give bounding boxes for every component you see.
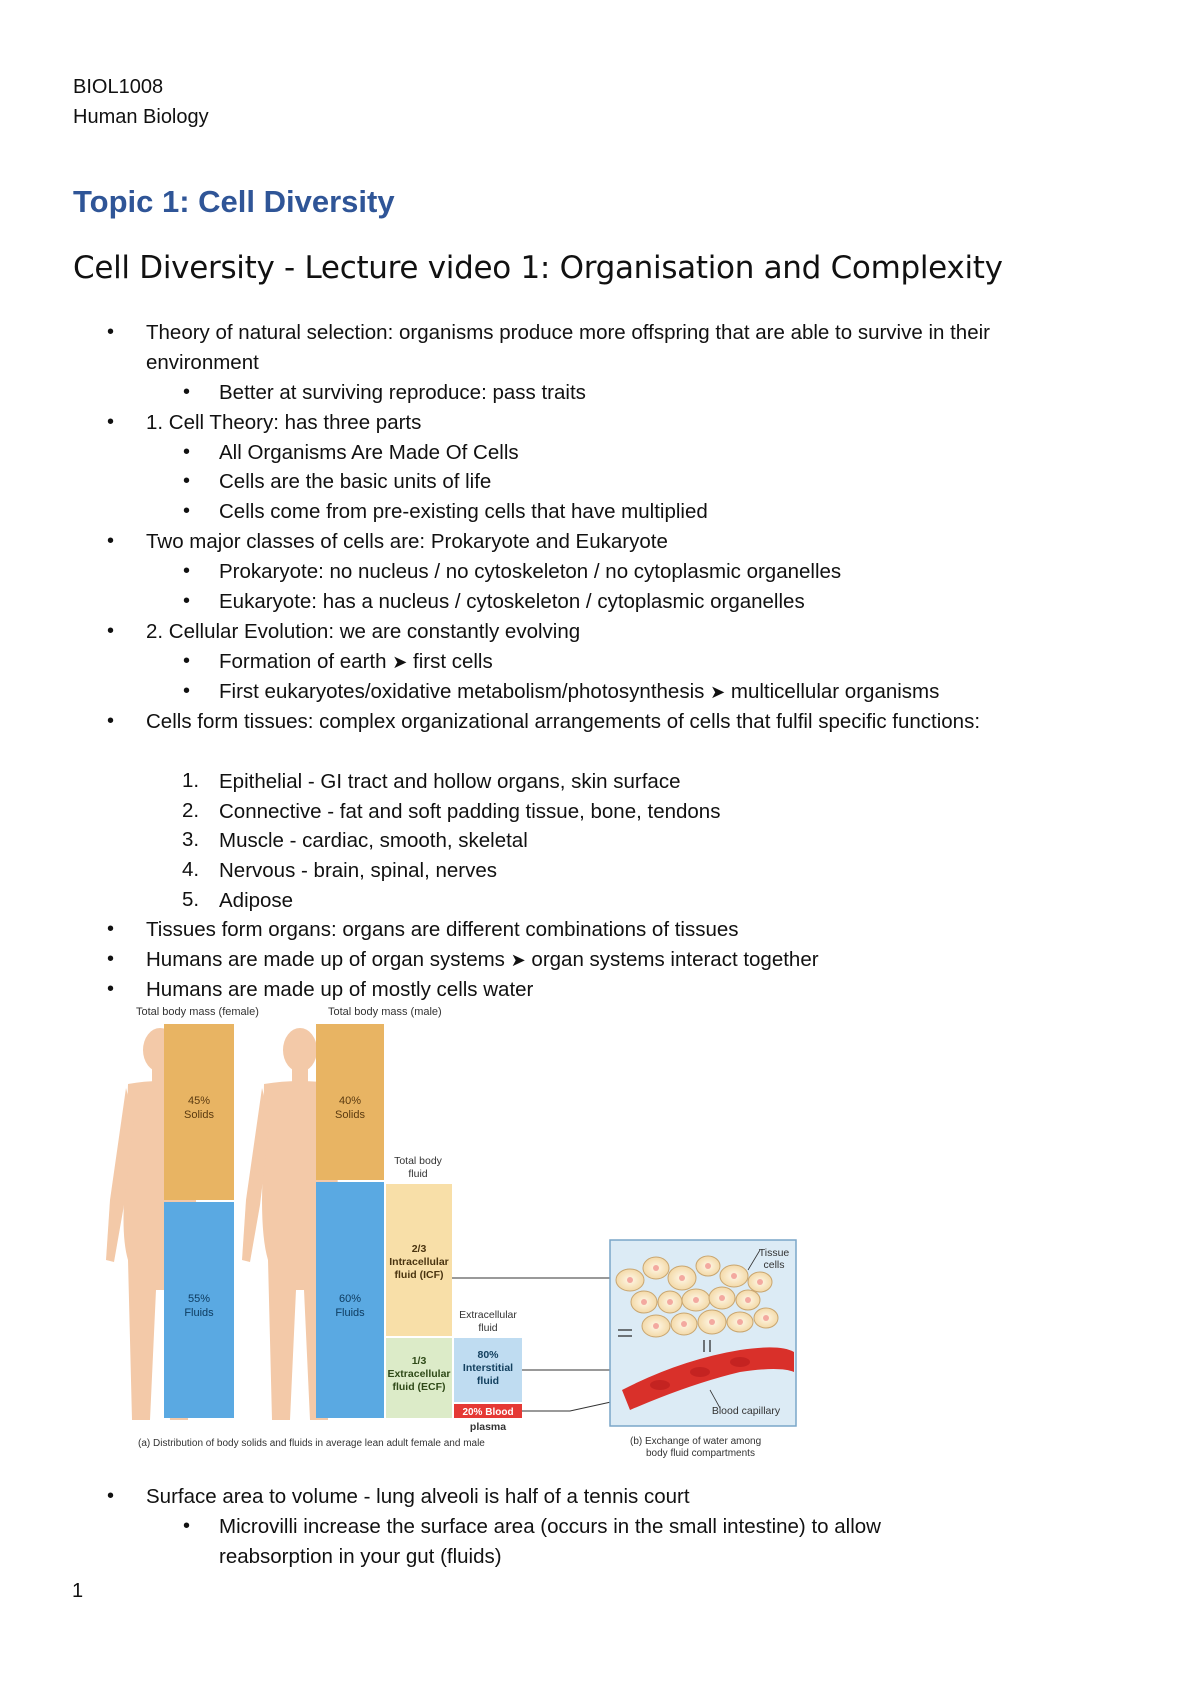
bullet-dot: • <box>107 918 115 940</box>
isf-label-2: fluid <box>476 1375 500 1387</box>
bullet-cell-classes: Two major classes of cells are: Prokaryote and Eukaryote <box>146 530 668 553</box>
icf-frac: 2/3 <box>411 1243 427 1255</box>
capillary-label: Blood capillary <box>711 1405 781 1417</box>
bullet-natural-selection-cont: environment <box>146 351 259 374</box>
bullet-natural-selection: Theory of natural selection: organisms produce more offspring that are able to survive in their <box>146 321 990 344</box>
ecf-head-1: Extracellular <box>459 1309 517 1321</box>
tissue-item-epithelial: Epithelial - GI tract and hollow organs, skin surface <box>219 770 681 793</box>
male-solids-pct: 40% <box>338 1095 362 1107</box>
tissue-num: 4. <box>182 858 200 881</box>
ecf-frac: 1/3 <box>411 1355 427 1367</box>
tissue-num: 5. <box>182 888 200 911</box>
sub-bullet-dot: • <box>183 560 191 582</box>
female-title: Total body mass (female) <box>136 1006 259 1018</box>
caption-a: (a) Distribution of body solids and fluids in average lean adult female and male <box>138 1438 485 1449</box>
tissue-item-nervous: Nervous - brain, spinal, nerves <box>219 859 498 882</box>
connector-blood <box>522 1400 620 1411</box>
bullet-cell-theory: 1. Cell Theory: has three parts <box>146 411 422 434</box>
sub-bullet-microvilli-cont: reabsorption in your gut (fluids) <box>219 1545 502 1568</box>
sub-bullet-microvilli: Microvilli increase the surface area (occurs in the small intestine) to allow <box>219 1515 881 1538</box>
sub-bullet-pre-existing: Cells come from pre-existing cells that have multiplied <box>219 500 708 523</box>
arrow-icon: ➤ <box>710 682 726 702</box>
bullet-dot: • <box>107 948 115 970</box>
sub-bullet-dot: • <box>183 470 191 492</box>
bullet-surface-area: Surface area to volume - lung alveoli is half of a tennis court <box>146 1485 690 1508</box>
tissue-num: 1. <box>182 769 200 792</box>
bullet-dot: • <box>107 1485 115 1507</box>
sub-bullet-dot: • <box>183 650 191 672</box>
tissue-item-adipose: Adipose <box>219 889 294 912</box>
sub-bullet-dot: • <box>183 500 191 522</box>
sub-bullet-dot: • <box>183 441 191 463</box>
sub-bullet-prokaryote: Prokaryote: no nucleus / no cytoskeleton / no cytoplasmic organelles <box>219 560 842 583</box>
sub-bullet-formation-earth <box>219 649 493 675</box>
body-fluid-figure <box>100 1000 860 1470</box>
icf-label-1: Intracellular <box>389 1256 449 1268</box>
bullet-dot: • <box>107 710 115 732</box>
tissue-item-muscle: Muscle - cardiac, smooth, skeletal <box>219 829 528 852</box>
bullet-cells-form-tissues: Cells form tissues: complex organizational arrangements of cells that fulfil specific functions: <box>146 710 981 733</box>
male-title: Total body mass (male) <box>328 1006 442 1018</box>
bullet-organ-systems <box>146 947 819 973</box>
sub-bullet-dot: • <box>183 590 191 612</box>
arrow-icon: ➤ <box>510 950 526 970</box>
lecture-title: Cell Diversity - Lecture video 1: Organisation and Complexity <box>73 250 1003 286</box>
bullet-mostly-water: Humans are made up of mostly cells water <box>146 978 534 1001</box>
female-fluids-pct: 55% <box>187 1293 211 1305</box>
arrow-icon: ➤ <box>392 652 408 672</box>
bullet-dot: • <box>107 978 115 1000</box>
bullet-dot: • <box>107 530 115 552</box>
tissue-item-connective: Connective - fat and soft padding tissue, bone, tendons <box>219 800 721 823</box>
male-fluids-pct: 60% <box>338 1293 362 1305</box>
caption-b-2: body fluid compartments <box>646 1448 755 1459</box>
organ-systems-b: organ systems interact together <box>531 948 819 971</box>
sub-bullet-dot: • <box>183 381 191 403</box>
evo-step-first-cells: first cells <box>413 650 493 673</box>
topic-title: Topic 1: Cell Diversity <box>73 184 395 219</box>
isf-label-1: Interstitial <box>462 1362 514 1374</box>
ecf-head-2: fluid <box>478 1322 498 1334</box>
water-exchange-panel <box>610 1240 796 1426</box>
blood-label: 20% Blood <box>462 1407 514 1418</box>
sub-bullet-made-of-cells: All Organisms Are Made Of Cells <box>219 441 519 464</box>
male-solids-label: Solids <box>335 1109 365 1121</box>
tbf-label-2: fluid <box>408 1168 428 1180</box>
bullet-dot: • <box>107 620 115 642</box>
sub-bullet-first-eukaryotes <box>219 679 939 705</box>
female-solids-label: Solids <box>184 1109 214 1121</box>
tbf-label-1: Total body <box>394 1155 442 1167</box>
evo-step-eukaryotes: First eukaryotes/oxidative metabolism/photosynthesis <box>219 680 705 703</box>
ecf-label-2: fluid (ECF) <box>392 1381 446 1393</box>
plasma-label: plasma <box>469 1421 507 1433</box>
course-name: Human Biology <box>73 106 209 128</box>
male-fluids-label: Fluids <box>335 1307 365 1319</box>
tissue-cells-label-1: Tissue <box>758 1247 790 1259</box>
sub-bullet-dot: • <box>183 680 191 702</box>
evo-step-multicellular: multicellular organisms <box>730 680 940 703</box>
female-fluids-label: Fluids <box>184 1307 214 1319</box>
bullet-cellular-evolution: 2. Cellular Evolution: we are constantly evolving <box>146 620 581 643</box>
tissue-num: 3. <box>182 828 200 851</box>
page-number: 1 <box>72 1580 84 1602</box>
isf-pct: 80% <box>477 1349 499 1361</box>
caption-b-1: (b) Exchange of water among <box>630 1436 762 1447</box>
tissue-cells-label-2: cells <box>763 1259 785 1271</box>
sub-bullet-pass-traits: Better at surviving reproduce: pass traits <box>219 381 586 404</box>
icf-label-2: fluid (ICF) <box>394 1269 444 1281</box>
bullet-dot: • <box>107 321 115 343</box>
tissue-num: 2. <box>182 799 200 822</box>
evo-step-earth: Formation of earth <box>219 650 387 673</box>
course-code: BIOL1008 <box>73 76 164 98</box>
sub-bullet-basic-units: Cells are the basic units of life <box>219 470 492 493</box>
sub-bullet-dot: • <box>183 1515 191 1537</box>
sub-bullet-eukaryote: Eukaryote: has a nucleus / cytoskeleton / cytoplasmic organelles <box>219 590 805 613</box>
female-solids-pct: 45% <box>187 1095 211 1107</box>
bullet-tissues-form-organs: Tissues form organs: organs are different combinations of tissues <box>146 918 739 941</box>
bullet-dot: • <box>107 411 115 433</box>
ecf-label-1: Extracellular <box>387 1368 451 1380</box>
organ-systems-a: Humans are made up of organ systems <box>146 948 505 971</box>
